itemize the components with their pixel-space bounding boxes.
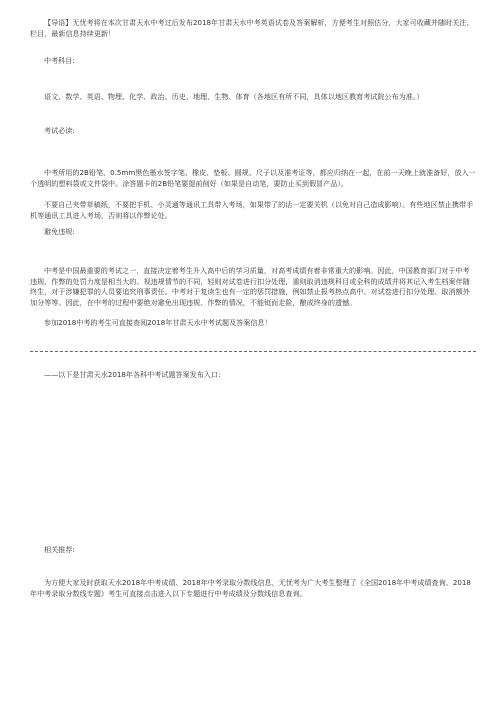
no-draft-text: 不要自己夹带草稿纸，不要把手机、小灵通等通讯工具带入考场，如果带了的话一定要关机（以免对自己造成影响）。有些地区禁止携带手机等通讯工具进入考场，否则将以作弊论处。 — [30, 200, 474, 220]
release-entry-link[interactable]: ——以下是甘肃天水2018年各科中考试题答案发布入口: — [44, 370, 221, 379]
subjects-text: 语文、数学、英语、物理、化学、政治、历史、地理、生物、体育（各地区有所不同，具体以地区教育考试院公布为准。） — [44, 92, 424, 101]
avoid-violation-heading: 避免违规: — [44, 227, 75, 236]
section-divider — [30, 351, 476, 352]
subjects-heading: 中考科目: — [44, 56, 75, 65]
stationery-text: 中考所用的2B铅笔、0.5mm黑色墨水签字笔、橡皮、垫板、圆规、尺子以及准考证等，都应归纳在一起，在前一天晚上就准备好，放入一个透明的塑料袋或文件袋中。涂答题卡的2B铅笔要提前削好（如果是自动笔，要防止买到假冒产品）。 — [30, 168, 476, 188]
violation-text: 中考是中国最重要的考试之一，直接决定着考生升入高中后的学习质量，对高考成绩有着非常重大的影响。因此，中国教育部门对于中考违规、作弊的处罚力度是相当大的。视违规情节的不同，轻则对试卷进行扣分处理，重则取消违规科目或全科的成绩并将其记入考生档案伴随终生，对于涉嫌犯罪的人员要追究刑事责任。中考对于复读生也有一定的惩罚措施，例如禁止报考热点高中、对试卷进行扣分处理、取消额外加分等等。因此，在中考的过程中要绝对避免出现违规、作弊的情况，不能铤而走险，酿成终身的遗憾。 — [30, 266, 470, 307]
call-to-action: 参加2018中考的考生可直接查阅2018年甘肃天水中考试题及答案信息！ — [44, 318, 272, 327]
article-intro: 【导语】无忧考将在本次甘肃天水中考过后发布2018年甘肃天水中考英语试卷及答案解析，方便考生对照估分，大家可收藏并随时关注、栏目，最新信息持续更新！ — [30, 18, 474, 38]
related-heading: 相关推荐: — [44, 545, 75, 554]
exam-essentials-heading: 考试必读: — [44, 126, 75, 135]
related-text: 为方便大家及时获取天水2018年中考成绩、2018年中考录取分数线信息，无忧考为广大考生整理了《全国2018年中考成绩查询、2018年中考录取分数线专题》考生可直接点击进入以下专题进行中考成绩及分数线信息查询。 — [30, 578, 471, 598]
